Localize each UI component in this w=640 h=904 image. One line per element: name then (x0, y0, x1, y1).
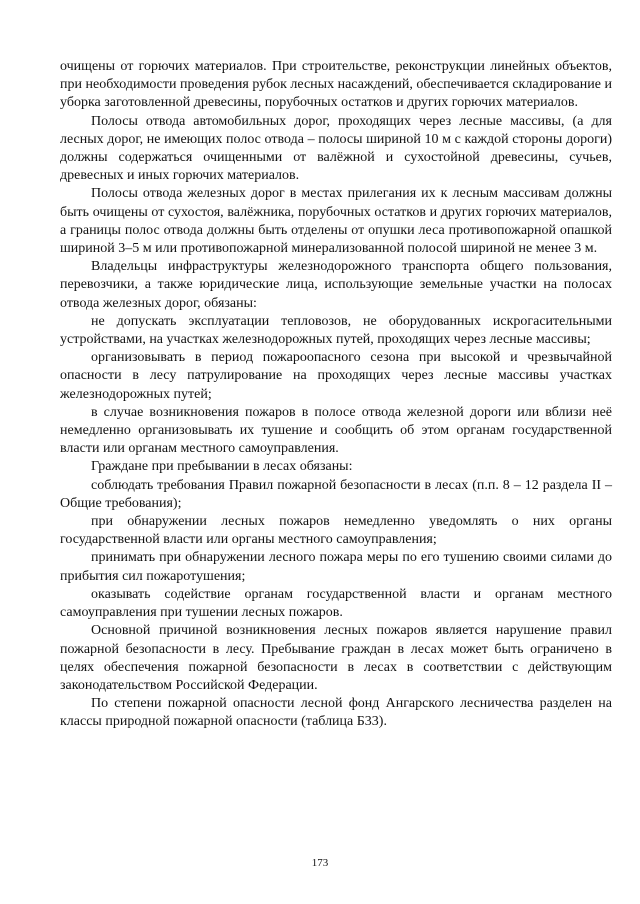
list-item-locomotives: не допускать эксплуатации тепловозов, не оборудованных искрогасительными устройствами, на участках железнодорожных путей, проходящих через лесные массивы; (60, 313, 612, 348)
list-item-notify: при обнаружении лесных пожаров немедленно уведомлять о них органы государственной власти или органы местного самоуправления; (60, 514, 612, 548)
list-item-assist: оказывать содействие органам государственной власти и органам местного самоуправления при тушении лесных пожаров. (60, 586, 612, 621)
list-item-rules: соблюдать требования Правил пожарной безопасности в лесах (п.п. 8 – 12 раздела II – Общие требования); (60, 477, 612, 511)
paragraph-railway-owners: Владельцы инфраструктуры железнодорожного транспорта общего пользования, перевозчики, а также юридические лица, использующие земельные участки на полосах отвода железных дорог, обязаны: (60, 259, 612, 311)
paragraph-main-cause: Основной причиной возникновения лесных пожаров является нарушение правил пожарной безопасности в лесу. Пребывание граждан в лесах может быть ограничено в целях обеспечения пожарной безопасности в лесах в соответствии с действующим законодательством Российской Федерации. (60, 623, 612, 693)
list-item-own-measures: принимать при обнаружении лесного пожара меры по его тушению своими силами до прибытия сил пожаротушения; (60, 550, 612, 584)
paragraph-continuation: очищены от горючих материалов. При строительстве, реконструкции линейных объектов, при необходимости проведения рубок лесных насаждений, обеспечивается складирование и уборка заготовленной древесины, порубочных остатков и других горючих материалов. (60, 59, 612, 111)
body-text (60, 58, 612, 732)
paragraph-railway-strips: Полосы отвода железных дорог в местах прилегания их к лесным массивам должны быть очищены от сухостоя, валёжника, порубочных остатков и других горючих материалов, а границы полос отвода должны быть отделены от опушки леса противопожарной опашкой шириной 3–5 м или противопожарной минерализованной полосой шириной не менее 3 м. (60, 186, 612, 257)
list-item-patrol: организовывать в период пожароопасного сезона при высокой и чрезвычайной опасности в лесу патрулирование на проходящих через лесные массивы участках железнодорожных путей; (60, 350, 612, 402)
page-number: 173 (311, 857, 329, 869)
paragraph-road-strips: Полосы отвода автомобильных дорог, проходящих через лесные массивы, (а для лесных дорог, не имеющих полос отвода – полосы шириной 10 м с каждой стороны дороги) должны содержаться очищенными от валёжной и сухостойной древесины, сучьев, древесных и иных горючих материалов. (60, 113, 612, 184)
list-item-extinguish: в случае возникновения пожаров в полосе отвода железной дороги или вблизи неё немедленно организовывать их тушение и сообщить об этом органам государственной власти или органам местного самоуправления. (60, 404, 612, 457)
paragraph-fire-classes: По степени пожарной опасности лесной фонд Ангарского лесничества разделен на классы природной пожарной опасности (таблица Б33). (60, 696, 612, 730)
paragraph-citizens: Граждане при пребывании в лесах обязаны: (91, 459, 353, 475)
